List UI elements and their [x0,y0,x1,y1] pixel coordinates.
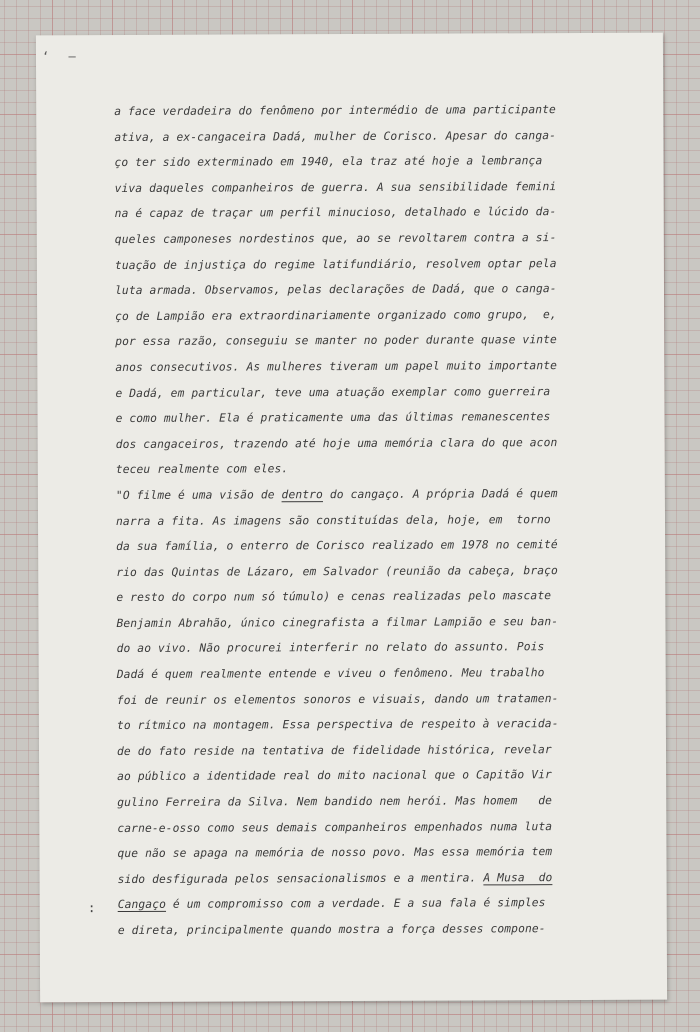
text-line-segment: queles camponeses nordestinos que, ao se revoltarem contra a si- [114,231,557,246]
text-line-segment: tuação de injustiça do regime latifundiário, resolvem optar pela [114,256,557,272]
text-line-segment: por essa razão, conseguiu se manter no poder durante quase vinte [115,333,557,349]
text-line-segment: narra a fita. As imagens são constituídas dela, hoje, em torno [115,512,551,528]
text-line [114,148,624,176]
text-line [116,430,626,458]
text-line-segment: de do fato reside na tentativa de fidelidade histórica, revelar [116,742,552,758]
text-line [116,583,626,611]
text-line-segment: ço de Lampião era extraordinariamente organizado como grupo, e, [115,307,557,323]
text-line [115,302,625,330]
text-line [117,685,627,713]
text-line-segment: e Dadá, em particular, teve uma atuação exemplar como guerreira [115,384,551,400]
text-line-segment: luta armada. Observamos, pelas declarações de Dadá, que o canga- [114,282,557,298]
text-line-segment: carne-e-osso como seus demais companheiros empenhados numa luta [117,819,553,835]
text-line-segment: teceu realmente com eles. [115,462,289,477]
text-line-segment: viva daqueles companheiros de guerra. A sua sensibilidade femini [114,179,557,195]
text-line [117,711,627,739]
text-line [116,532,626,560]
text-line [115,276,625,304]
text-line-segment: a face verdadeira do fenômeno por intermédio de uma participante [114,103,556,119]
text-line [116,481,626,509]
text-line [116,506,626,534]
text-line [117,762,627,790]
text-line-segment: ativa, a ex-cangaceira Dadá, mulher de Corisco. Apesar do canga- [114,128,557,144]
text-line-segment: sido desfigurada pelos sensacionalismos e a mentira. [117,871,484,886]
corner-pencil-mark: ‘ ― [41,49,82,64]
text-line [116,404,626,432]
text-line-segment: e resto do corpo num só túmulo) e cenas realizadas pelo mascate [116,589,552,605]
text-line [115,378,625,406]
text-line-segment: e direta, principalmente quando mostra a força desses compone- [117,922,546,938]
text-line [114,97,624,125]
text-line [115,327,625,355]
text-line [115,174,625,202]
text-line [117,660,627,688]
underlined-text: dentro [281,488,323,502]
margin-colon-mark: : [87,901,96,917]
text-line [115,199,625,227]
text-line [118,916,628,944]
text-line-segment: e como mulher. Ela é praticamente uma das últimas remanescentes [115,410,551,426]
text-line [117,788,627,816]
text-line-segment: Dadá é quem realmente entende e viveu o fenômeno. Meu trabalho [116,666,545,682]
text-line-segment: ço ter sido exterminado em 1940, ela traz até hoje a lembrança [114,154,543,170]
text-line-segment: rio das Quintas de Lázaro, em Salvador (reunião da cabeça, braço [116,563,558,579]
text-line-segment: dos cangaceiros, trazendo até hoje uma memória clara do que acon [115,435,558,451]
text-line-segment: "O filme é uma visão de [115,488,282,502]
text-line [116,455,626,483]
underlined-text: A Musa do [483,870,553,885]
text-line-segment: gulino Ferreira da Silva. Nem bandido nem herói. Mas homem de [117,794,553,810]
text-line [116,609,626,637]
text-line [117,737,627,765]
typewritten-page [36,33,667,1003]
text-line [115,225,625,253]
text-line [117,839,627,867]
text-line-segment: na é capaz de traçar um perfil minucioso, detalhado e lúcido da- [114,205,557,221]
text-line-segment: do cangaço. A própria Dadá é quem [322,487,558,502]
text-line [115,353,625,381]
text-line-segment: anos consecutivos. As mulheres tiveram um papel muito importante [115,359,558,374]
text-line [118,865,628,893]
text-line-segment: do ao vivo. Não procurei interferir no relato do assunto. Pois [116,640,545,656]
text-line [118,890,628,918]
text-line-segment: é um compromisso com a verdade. E a sua fala é simples [165,896,546,912]
text-line-segment: Benjamin Abrahão, único cinegrafista a filmar Lampião e seu ban- [116,614,559,630]
text-line-segment: da sua família, o enterro de Corisco realizado em 1978 no cemité [116,538,558,554]
text-line [114,122,624,150]
text-line [115,250,625,278]
text-line-segment: que não se apaga na memória de nosso povo. Mas essa memória tem [117,845,553,861]
text-line-segment: ao público a identidade real do mito nacional que o Capitão Vir [117,768,552,784]
text-line [117,813,627,841]
body-text [114,97,628,944]
text-line-segment: to rítmico na montagem. Essa perspectiva de respeito à veracida- [116,717,559,733]
text-line [116,557,626,585]
text-line [117,634,627,662]
underlined-text: Cangaço [117,898,167,912]
text-line-segment: foi de reunir os elementos sonoros e visuais, dando um tratamen- [116,691,559,707]
